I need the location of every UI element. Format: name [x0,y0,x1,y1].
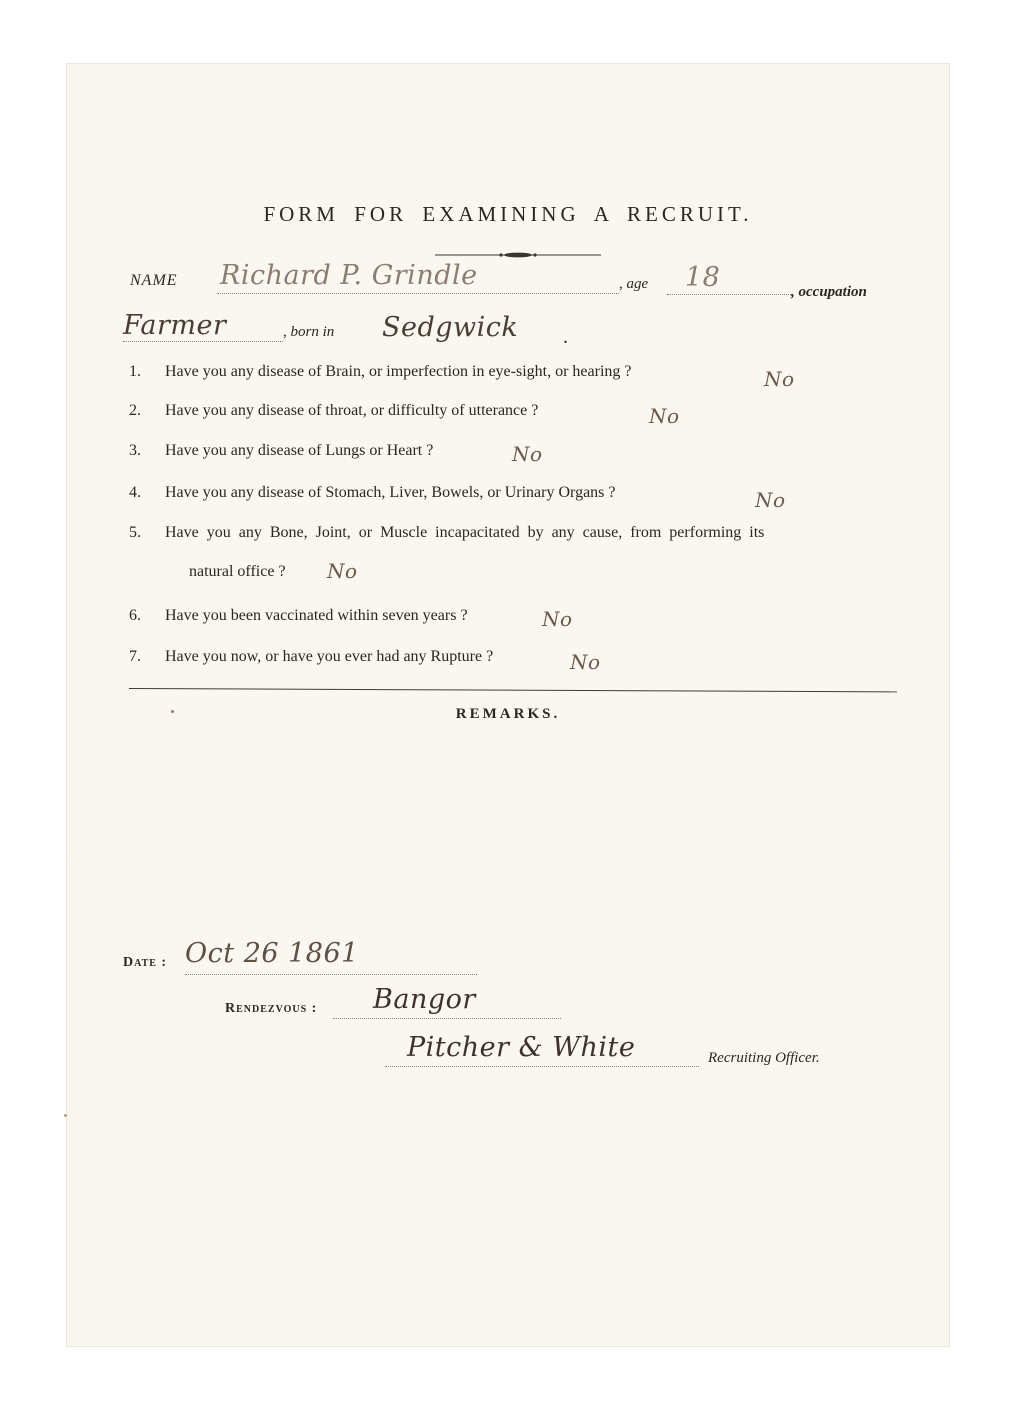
question-number: 5. [129,524,141,541]
question-text: Have you any disease of throat, or difficulty of utterance ? [165,402,539,419]
question-text: Have you any Bone, Joint, or Muscle incapacitated by any cause, from performing its [165,524,765,541]
paper-fold [67,860,949,862]
question-number: 7. [129,648,141,665]
title-ornament [435,250,601,260]
remarks-heading: REMARKS. [455,706,561,722]
answer-4: No [755,488,786,512]
question-number: 4. [129,484,141,501]
answer-5: No [327,559,358,583]
occupation-label: , occupation [791,284,867,300]
question-7 [129,648,493,666]
born-in-period: . [563,326,568,348]
question-number: 2. [129,402,141,419]
answer-6: No [542,607,573,631]
born-in-value: Sedgwick [382,312,519,343]
question-number: 6. [129,607,141,624]
rendezvous-dotline [333,1018,561,1019]
age-label: , age [619,276,649,292]
question-text: Have you now, or have you ever had any Rupture ? [165,648,494,665]
date-label: Date : [123,955,168,970]
question-number: 1. [129,363,141,380]
name-label: NAME [130,272,178,289]
question-text: Have you any disease of Brain, or imperfection in eye-sight, or hearing ? [165,363,632,380]
question-2 [129,402,538,420]
born-in-label: , born in [283,324,335,340]
officer-dotline [385,1066,699,1067]
answer-1: No [764,367,795,391]
officer-name: Pitcher & White [407,1032,636,1063]
section-divider [129,688,897,692]
question-6 [129,607,468,625]
age-value: 18 [685,262,721,293]
date-value: Oct 26 1861 [185,938,359,969]
question-4 [129,484,616,502]
name-dotline [217,293,619,294]
question-number: 3. [129,442,141,459]
paper-speck [64,1114,67,1117]
name-value: Richard P. Grindle [220,260,478,291]
question-3 [129,442,433,460]
rendezvous-label: Rendezvous : [225,1001,318,1016]
occupation-dotline [123,341,283,342]
question-text: Have you any disease of Lungs or Heart ? [165,442,434,459]
question-5-continued: natural office ? [189,563,286,580]
recruiting-officer-label: Recruiting Officer. [708,1050,820,1066]
question-text: Have you been vaccinated within seven years ? [165,607,468,624]
occupation-value: Farmer [123,310,227,341]
answer-3: No [512,442,543,466]
date-dotline [185,974,477,975]
answer-2: No [649,404,680,428]
question-1 [129,363,632,381]
form-title: FORM FOR EXAMINING A RECRUIT. [263,202,753,226]
answer-7: No [570,650,601,674]
form-sheet [67,64,949,1346]
question-text: Have you any disease of Stomach, Liver, Bowels, or Urinary Organs ? [165,484,616,501]
rendezvous-value: Bangor [373,984,476,1015]
paper-speck [171,710,174,713]
question-5 [129,524,764,542]
age-dotline [667,294,791,295]
